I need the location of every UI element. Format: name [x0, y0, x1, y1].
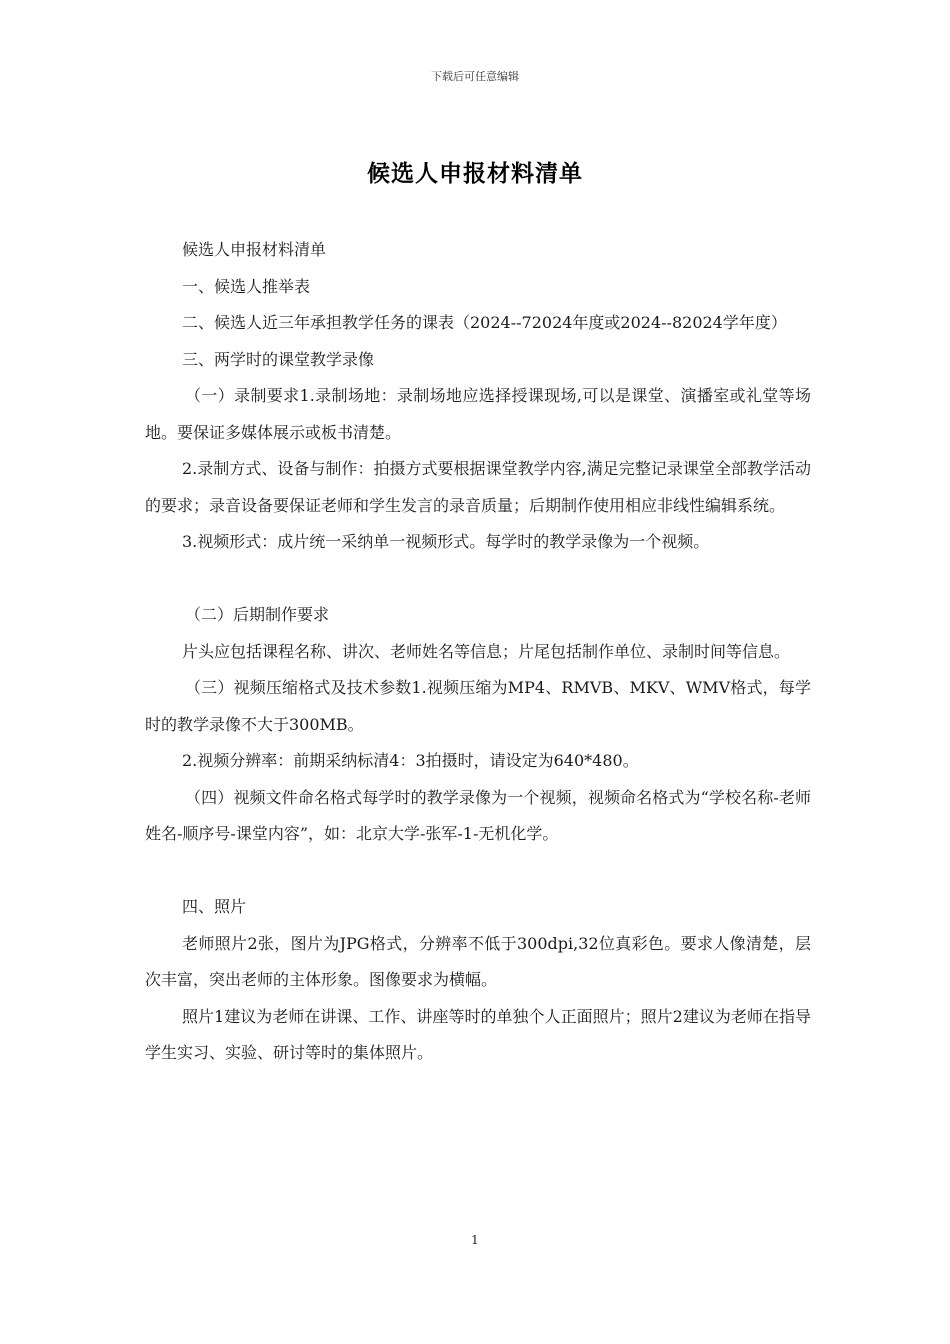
paragraph-opening-credits: 片头应包括课程名称、讲次、老师姓名等信息；片尾包括制作单位、录制时间等信息。 [182, 641, 791, 661]
paragraph-video-format: 3.视频形式：成片统一采纳单一视频形式。每学时的教学录像为一个视频。 [182, 532, 710, 551]
paragraph-recording-method: 2.录制方式、设备与制作：拍摄方式要根据课堂教学内容,满足完整记录课堂全部教学活动的要求；录音设备要保证老师和学生发言的录音质量；后期制作使用相应非线性编辑系统。 [145, 459, 811, 515]
blank-line [145, 561, 811, 598]
paragraph-section-4: 四、照片 [182, 897, 247, 916]
paragraph-recording-requirements: （一）录制要求1.录制场地：录制场地应选择授课现场,可以是课堂、演播室或礼堂等场地。要保证多媒体展示或板书清楚。 [145, 386, 811, 442]
page-number: 1 [471, 1233, 479, 1247]
paragraph-resolution: 2.视频分辨率：前期采纳标清4：3拍摄时，请设定为640*480。 [182, 751, 639, 770]
paragraph-post-production: （二）后期制作要求 [185, 605, 330, 624]
document-body [145, 232, 811, 1072]
paragraph-photo-suggestions: 照片1建议为老师在讲课、工作、讲座等时的单独个人正面照片；照片2建议为老师在指导学生实习、实验、研讨等时的集体照片。 [145, 1006, 811, 1062]
paragraph-photo-specs: 老师照片2张，图片为JPG格式，分辨率不低于300dpi,32位真彩色。要求人像清楚，层次丰富，突出老师的主体形象。图像要求为横幅。 [145, 933, 811, 989]
paragraph-section-3: 三、两学时的课堂教学录像 [182, 349, 375, 369]
document-title: 候选人申报材料清单 [367, 160, 583, 187]
paragraph-subtitle: 候选人申报材料清单 [182, 240, 327, 259]
paragraph-section-1: 一、候选人推举表 [182, 276, 311, 296]
header-note: 下载后可任意编辑 [431, 70, 519, 83]
paragraph-compression: （三）视频压缩格式及技术参数1.视频压缩为MP4、RMVB、MKV、WMV格式，每学时的教学录像不大于300MB。 [145, 678, 811, 734]
blank-line [145, 853, 811, 890]
paragraph-section-2: 二、候选人近三年承担教学任务的课表（2024--72024年度或2024--82024学年度） [182, 313, 787, 332]
paragraph-file-naming: （四）视频文件命名格式每学时的教学录像为一个视频，视频命名格式为“学校名称-老师姓名-顺序号-课堂内容”，如：北京大学-张军-1-无机化学。 [145, 787, 811, 843]
